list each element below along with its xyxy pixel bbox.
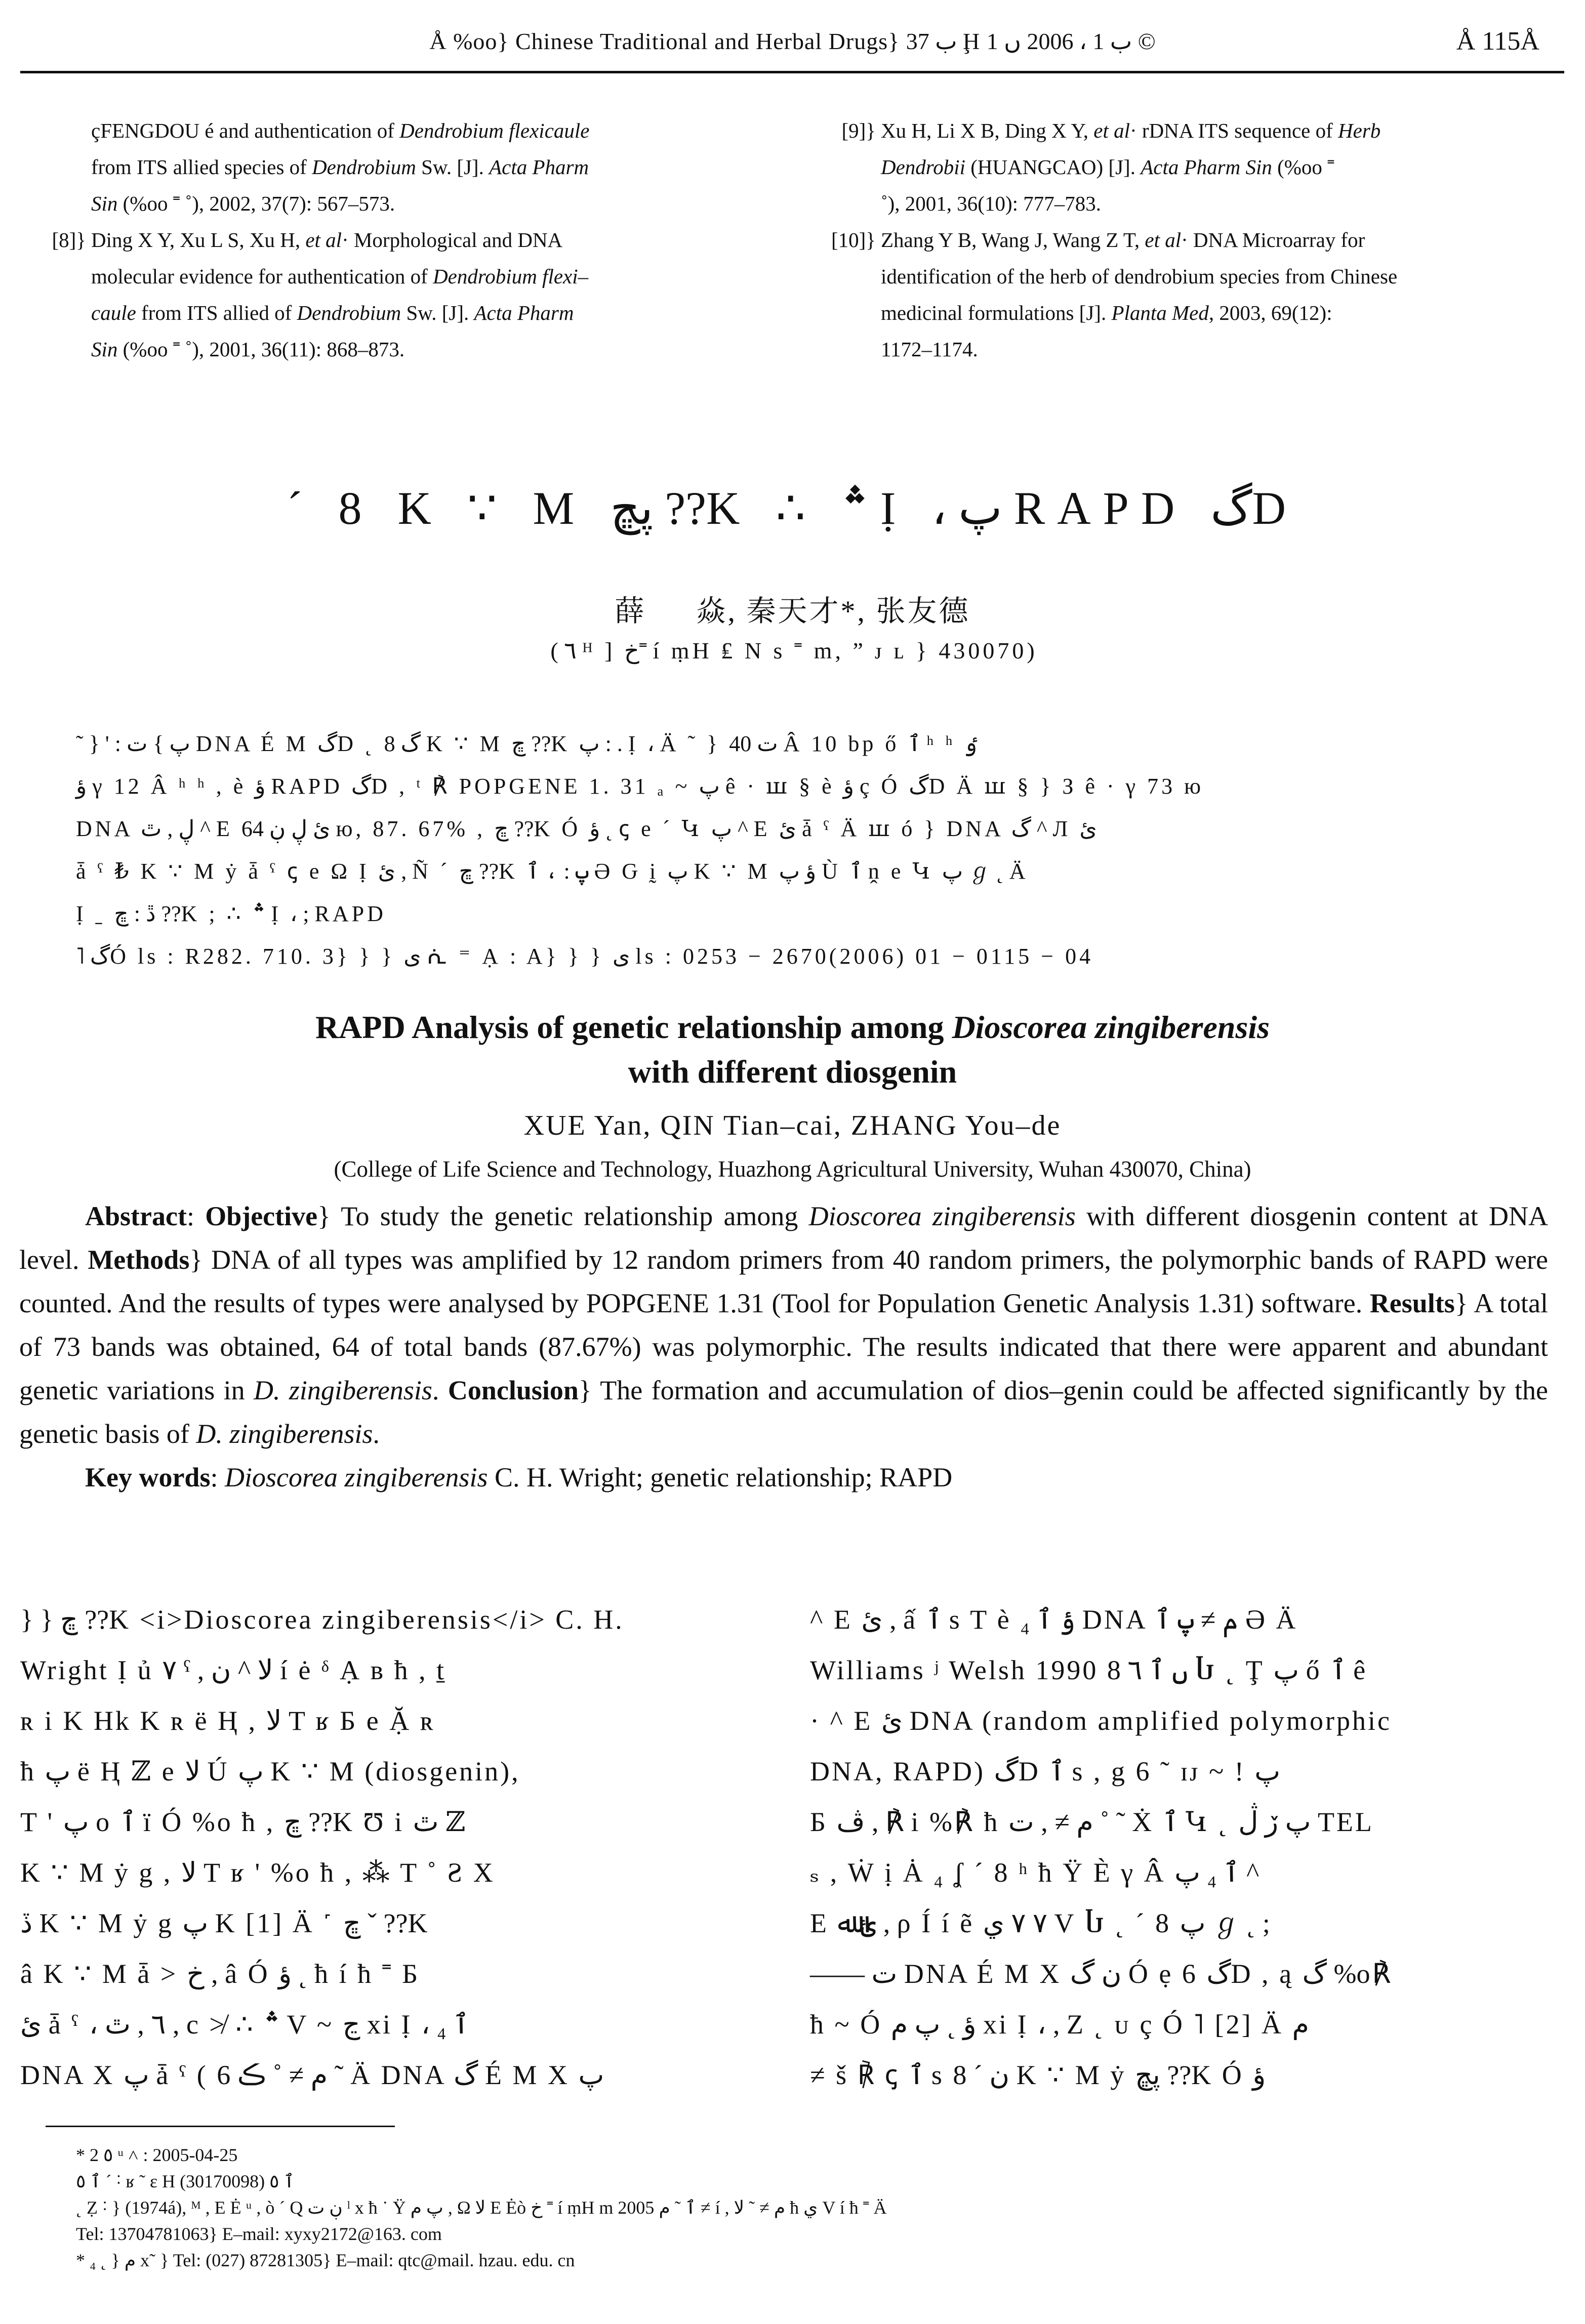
footnote-line: ٱ ٥ ´ ˸ ʁ ˜ ɛ H ٱ ٥ (30170098) — [76, 2171, 295, 2191]
reference-line: ˚), 2001, 36(10): 777–783. — [881, 192, 1102, 215]
reference-line: Zhang Y B, Wang J, Wang Z T, et al· DNA Microarray for — [881, 228, 1365, 252]
body-line: â K ∵ M ǡ > خ , â Ó ؤ ˛ ħ í ħ ˭ Б — [20, 1959, 420, 1989]
reference-line: caule from ITS allied of Dendrobium Sw. [J]. Acta Pharm — [91, 301, 574, 324]
footnote-rule — [46, 2126, 395, 2127]
references-right-column — [831, 112, 1539, 367]
reference-line: Sin (%oo ˭ ˚), 2001, 36(11): 868–873. — [91, 338, 405, 361]
english-article-title — [0, 1005, 1585, 1094]
english-affiliation: (College of Life Science and Technology, Huazhong Agricultural University, Wuhan 430070, China) — [334, 1156, 1251, 1182]
body-line: ʀ i K Hk K ʀ ë Ⱨ , ﻻ T ʁ Б e Ặ ʀ — [20, 1706, 436, 1736]
chinese-abstract-line: ؤ γ 12 Â ʰ ʰ , è ؤ RAPD گD , ᵗ ℟ POPGENE 1. 31 ₐ ~ پ ê · ꟺ § è ؤ ç Ó گD Ä ꟺ § } З ê · γ 73 ю — [76, 774, 1204, 799]
chinese-abstract-line: ǡ ˤ ₺ K ∵ M ẏ ǡ ˤ ꞔ e Ω Ị ئ , Ñ ´ ڇ ??K پ : ، ٱ Ә Ԍ ḭ پ K ∵ M ؤ پ Ù ٱ ṋ e Կ پ ℊ ˛ Ä — [76, 859, 1029, 884]
body-line: —— ت DNA É M Χ ن گ Ó ẹ 6 گD , ą گ %o℟ — [810, 1959, 1393, 1989]
running-header — [0, 20, 1585, 76]
english-keywords: Key words: Dioscorea zingiberensis C. H. Wright; genetic relationship; RAPD — [85, 1462, 953, 1492]
reference-line: identification of the herb of dendrobium species from Chinese — [881, 265, 1398, 288]
body-line: DNA Χ پ ǡ ˤ ( م ≠ ˚ ڪ 6 ˜ Ä DNA گ É M Χ پ — [20, 2060, 604, 2090]
body-line: ₛ , Ẇ ị Ȧ ₄ ʆ ´ 8 ʰ ħ Ÿ È γ Â ٱ ₄ پ ^ — [810, 1857, 1259, 1888]
footnotes — [76, 2142, 1544, 2273]
page-number: Å 115Å — [1456, 27, 1539, 56]
chinese-abstract — [76, 723, 1503, 978]
footnote-line: ˛ Ẓ ˸ } (1974á), ᴹ , E Ė ᵘ , ò ´ Q ڹ ت ˡ x ħ ˙ Ÿ پ م , Ω ﻻ E Ėò خ ˭ í ṃH m 2005 ٱ ˜ م ≠ í , م ≠ ˜ ﻻ ħ ي V í ħ ˭ Ä — [76, 2197, 887, 2218]
chinese-keywords-line: Ị ˍ ڐ : ڇ ??K ; ∴ ؞ Ị ، ; RAPD — [76, 901, 386, 926]
body-line: T ' پ ο ٱ ï Ó %o ħ , ڇ ??K Ʊ i ٿ ℤ — [20, 1807, 466, 1837]
english-authors: XUE Yan, QIN Tian–cai, ZHANG You–de — [523, 1110, 1062, 1141]
body-line: K ∵ M ẏ g , ﻻ T ʁ ' %o ħ , ⁂ T ˚ Ƨ Χ — [20, 1857, 495, 1888]
chinese-authors: 薛 焱, 秦天才*, 张友德 — [615, 595, 970, 628]
chinese-abstract-line: DNA ڸ , ٿ ^ E ئ ڸ ڹ 64 ю, 87. 67% , ڇ ??K Ó ؤ ˛ ꞔ e ´ Կ پ ^ E ئ ǡ ˤ Ä ꟺ ó } DNA گ ^ Л ئ — [76, 816, 1097, 841]
english-abstract-text: Abstract: Objective} To study the genetic relationship among Dioscorea zingiberensis with different diosgenin content at DNA level. Methods} DNA of all types was amplified by 12 random primers from 40 random primers, the polymorphic bands of RAPD were counted. And the results of types were analysed by POPGENE 1.31 (Tool for Population Genetic Analysis 1.31) software. Results} A total of 73 bands was obtained, 64 of total bands (87.67%) was polymorphic. The results indicated that there were apparent and abundant genetic variations in D. zingiberensis. Conclusion} The formation and accumulation of dios–genin could be affected significantly by the genetic basis of D. zingiberensis. — [19, 1201, 1548, 1449]
body-line: ڏ K ∵ M ẏ g پ K [1] Ä ˹ ڇ ˇ ??K — [20, 1908, 430, 1938]
chinese-affiliation: ( ٦ ᴴ ] خ˭ í ṃΗ ₤ Ν s ˭ m, ” ᴊ ʟ } 430070) — [550, 638, 1035, 663]
body-line: DNA, RAPD) گD ٱ s , g 6 ˜ ɪᴊ ~ ! پ — [810, 1756, 1281, 1787]
body-line: ħ ~ Ó ؤ ˛ پ م xi Ị ، , Ζ ˛ ᴜ ç Ó ˥ [2] Ä م — [810, 2009, 1309, 2040]
body-line: E ئ ﷲ , ρ Í í ẽ ٧ ٧ ي V Ⴑ ˛ ´ 8 پ ℊ ˛ ; — [810, 1908, 1270, 1938]
english-title-line: with different diosgenin — [628, 1054, 957, 1090]
body-line: } } ڇ ??K <i>Dioscorea zingiberensis</i> C. H. — [20, 1604, 624, 1635]
reference-line: Sin (%oo ˭ ˚), 2002, 37(7): 567–573. — [91, 192, 395, 215]
reference-number: [8]} — [52, 228, 86, 252]
classification-code-line: ˥ گÓ ls : R282. 710. 3} } } ى ᕇ ⁼ Ạ : A} } } ى ls : 0253 − 2670(2006) 01 − 0115 − 04 — [76, 944, 1094, 969]
body-line: Wright Ị ủ ٧ ˁ , ﻻ ^ ن í ė ᵟ Ạ ʙ ħ , ṯ — [20, 1655, 446, 1685]
body-line: Б ڤ , ℟ i %℟ ħ م ≠ , ت ˚ ˜ Ẋ ٱ Կ ˛ پ ڒ ڷ TEL — [810, 1807, 1374, 1837]
reference-line: 1172–1174. — [881, 338, 978, 361]
reference-line: Xu H, Li X B, Ding X Y, et al· rDNA ITS sequence of Herb — [881, 119, 1381, 142]
reference-number: [10]} — [831, 228, 876, 252]
reference-item — [841, 112, 1539, 222]
footnote-line: * ₄ ˛ } م x˜ } Tel: (027) 87281305} E–mail: qtc@mail. hzau. edu. cn — [76, 2250, 575, 2270]
body-line: ئ ǡ ˤ ، ٦ , ٿ , c ≯ ∴ ؞ V ~ ڃ xi Ị ، ٱ ₄ — [20, 2009, 469, 2040]
chinese-abstract-line: ˜ } ' : پ } ت DNA É M گD ˛ گ 8 K ∵ M ڇ ??K پ : . Ị ، Ä ˜ } ت 40 Â 10 bp ő ٱ ʰ ʰ ٶ — [76, 731, 978, 756]
reference-item — [831, 222, 1539, 367]
footnote-line: Tel: 13704781063} E–mail: xyxy2172@163. com — [76, 2224, 442, 2244]
english-abstract — [19, 1194, 1548, 1499]
reference-item — [91, 112, 744, 222]
reference-line: Dendrobii (HUANGCAO) [J]. Acta Pharm Sin (%oo ˭ — [881, 155, 1334, 179]
header-rule — [20, 71, 1564, 73]
chinese-article-title: ´ 8 K ∵ M پڇ ??K ∴ ؞ Ị ، پ RAPD گD — [287, 482, 1298, 534]
reference-line: molecular evidence for authentication of Dendrobium flexi– — [91, 265, 589, 288]
body-line: ≠ š ℟ ꞔ ٱ s ن ´ 8 K ∵ M ẏ پڇ ??K Ó ؤ — [810, 2060, 1266, 2090]
english-title-line: RAPD Analysis of genetic relationship among Dioscorea zingiberensis — [315, 1009, 1270, 1045]
reference-line: from ITS allied species of Dendrobium Sw. [J]. Acta Pharm — [91, 155, 589, 179]
body-line: Williams ʲ Welsh 1990 ں ٱ ٦ 8 Ⴑ ˛ Ţ پ ő ٱ ê — [810, 1655, 1368, 1685]
reference-line: çFENGDOU é and authentication of Dendrobium flexicaule — [91, 119, 590, 142]
footnote-line: * 2 ٥ ᵘ ˄ : 2005-04-25 — [76, 2145, 238, 2165]
reference-line: medicinal formulations [J]. Planta Med, 2003, 69(12): — [881, 301, 1332, 324]
references-left-column — [52, 112, 744, 367]
body-line: ^ E ئ , ấ ٱ s T è ؤ ٱ ₄ DNA م ≠ پ ٱ Ә Ä — [810, 1604, 1298, 1635]
body-right-column — [810, 1594, 1544, 2100]
body-line: ħ پ ë Ⱨ ℤ e ﻻ Ú پ K ∵ M (diosgenin), — [20, 1756, 520, 1787]
reference-item — [52, 222, 744, 367]
reference-line: Ding X Y, Xu L S, Xu H, et al· Morphological and DNA — [91, 228, 563, 252]
body-left-column — [20, 1594, 754, 2100]
journal-running-head: Å %oo} Chinese Traditional and Herbal Drugs} ب 37 Ḩ ب 1 ، 2006 ں 1 © — [429, 28, 1156, 54]
body-line: · ^ E ئ DNA (random amplified polymorphic — [810, 1706, 1392, 1736]
reference-number: [9]} — [841, 119, 876, 142]
